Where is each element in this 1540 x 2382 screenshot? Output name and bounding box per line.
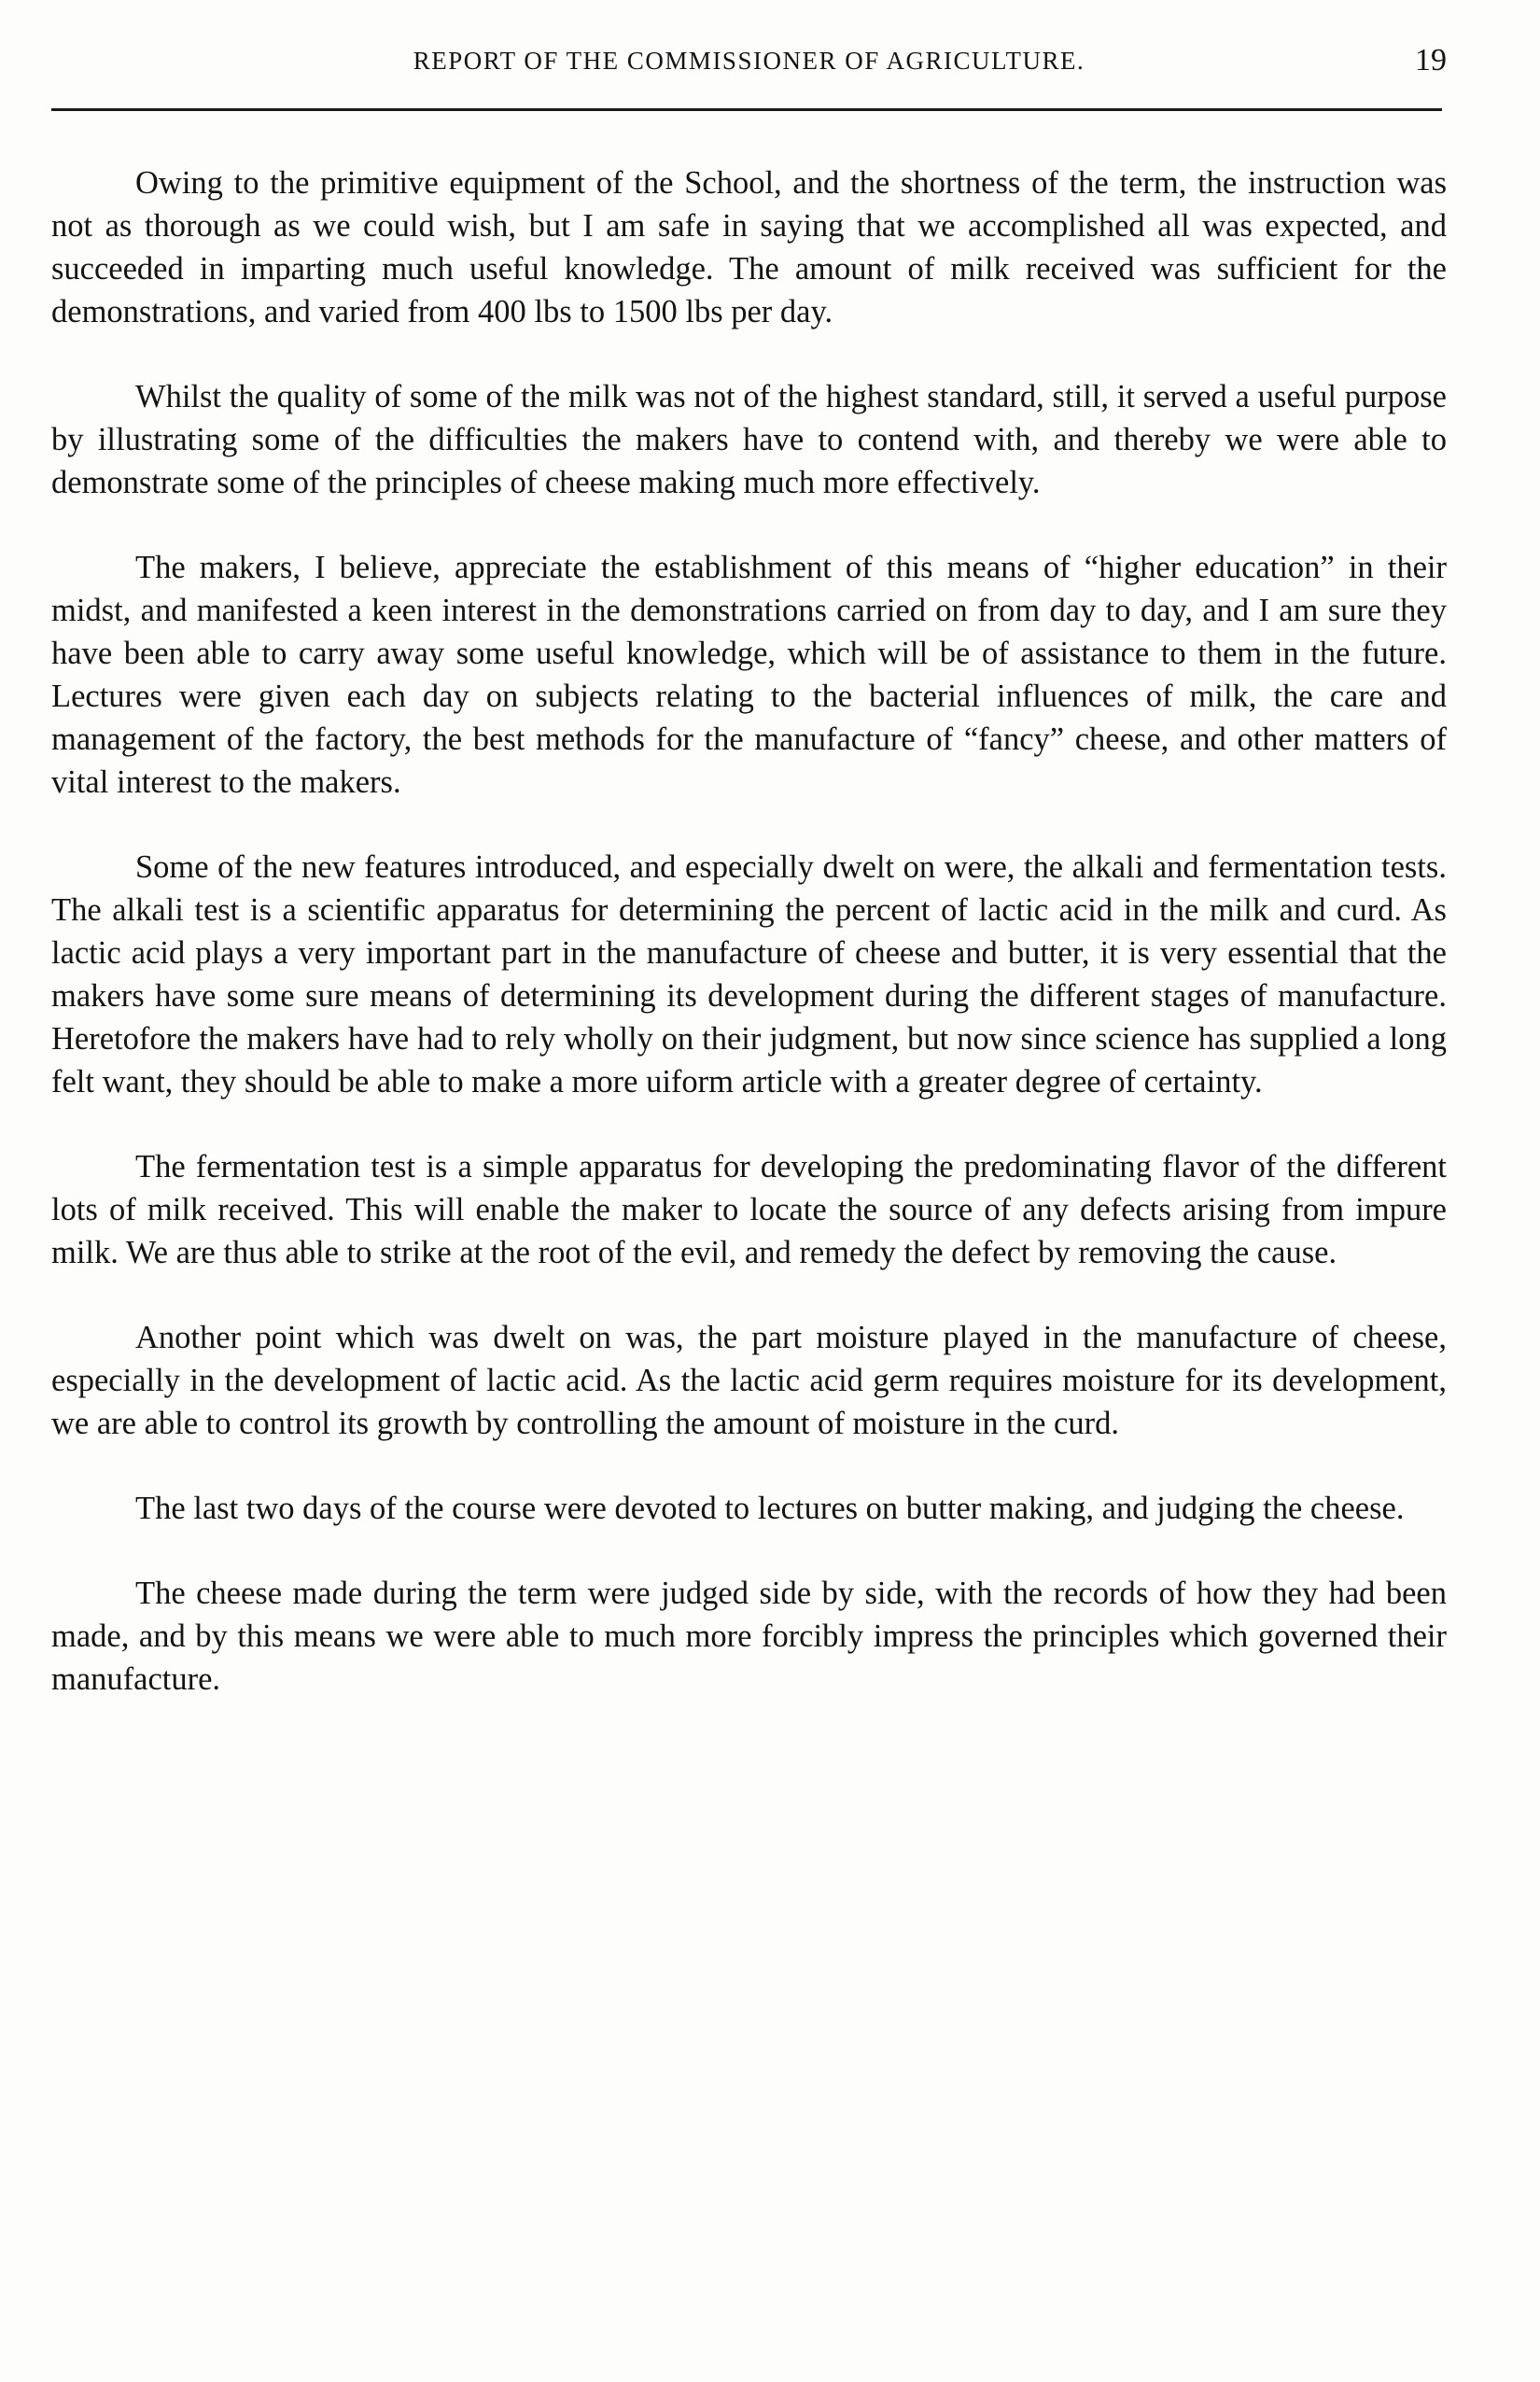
page-number: 19 <box>1415 43 1447 77</box>
paragraph: Whilst the quality of some of the milk was not of the highest standard, still, it served a useful purpose by illustrating some of the difficulties the makers have to contend with, and thereby we were able to demonstrate some of the principles of cheese making much more effectively. <box>51 379 1447 500</box>
paragraph: Another point which was dwelt on was, the part moisture played in the manufacture of cheese, especially in the development of lactic acid. As the lactic acid germ requires moisture for its development, we are able to control its growth by controlling the amount of moisture in the curd. <box>51 1320 1447 1441</box>
paragraph: The makers, I believe, appreciate the establishment of this means of “higher education” in their midst, and manifested a keen interest in the demonstrations carried on from day to day, and I am sure they have been able to carry away some useful knowledge, which will be of assistance to them in the future. Lectures were given each day on subjects relating to the bacterial influences of milk, the care and management of the factory, the best methods for the manufacture of “fancy” cheese, and other matters of vital interest to the makers. <box>51 550 1447 800</box>
body-text <box>51 161 1447 1701</box>
running-head: REPORT OF THE COMMISSIONER OF AGRICULTURE. <box>413 47 1085 75</box>
paragraph: The fermentation test is a simple apparatus for developing the predominating flavor of the different lots of milk received. This will enable the maker to locate the source of any defects arising from impure milk. We are thus able to strike at the root of the evil, and remedy the defect by removing the cause. <box>51 1149 1447 1270</box>
page-header <box>51 43 1447 103</box>
header-rule <box>51 108 1442 111</box>
paragraph: Some of the new features introduced, and especially dwelt on were, the alkali and fermentation tests. The alkali test is a scientific apparatus for determining the percent of lactic acid in the milk and curd. As lactic acid plays a very important part in the manufacture of cheese and butter, it is very essential that the makers have some sure means of determining its development during the different stages of manufacture. Heretofore the makers have had to rely wholly on their judgment, but now since science has supplied a long felt want, they should be able to make a more uiform article with a greater degree of certainty. <box>51 849 1447 1100</box>
paragraph: The cheese made during the term were judged side by side, with the records of how they had been made, and by this means we were able to much more forcibly impress the principles which governed their manufacture. <box>51 1576 1447 1697</box>
paragraph: Owing to the primitive equipment of the School, and the shortness of the term, the instruction was not as thorough as we could wish, but I am safe in saying that we accomplished all was expected, and succeeded in imparting much useful knowledge. The amount of milk received was sufficient for the demonstrations, and varied from 400 lbs to 1500 lbs per day. <box>51 165 1447 329</box>
paragraph: The last two days of the course were devoted to lectures on butter making, and judging the cheese. <box>135 1491 1405 1526</box>
document-page <box>51 43 1447 1743</box>
